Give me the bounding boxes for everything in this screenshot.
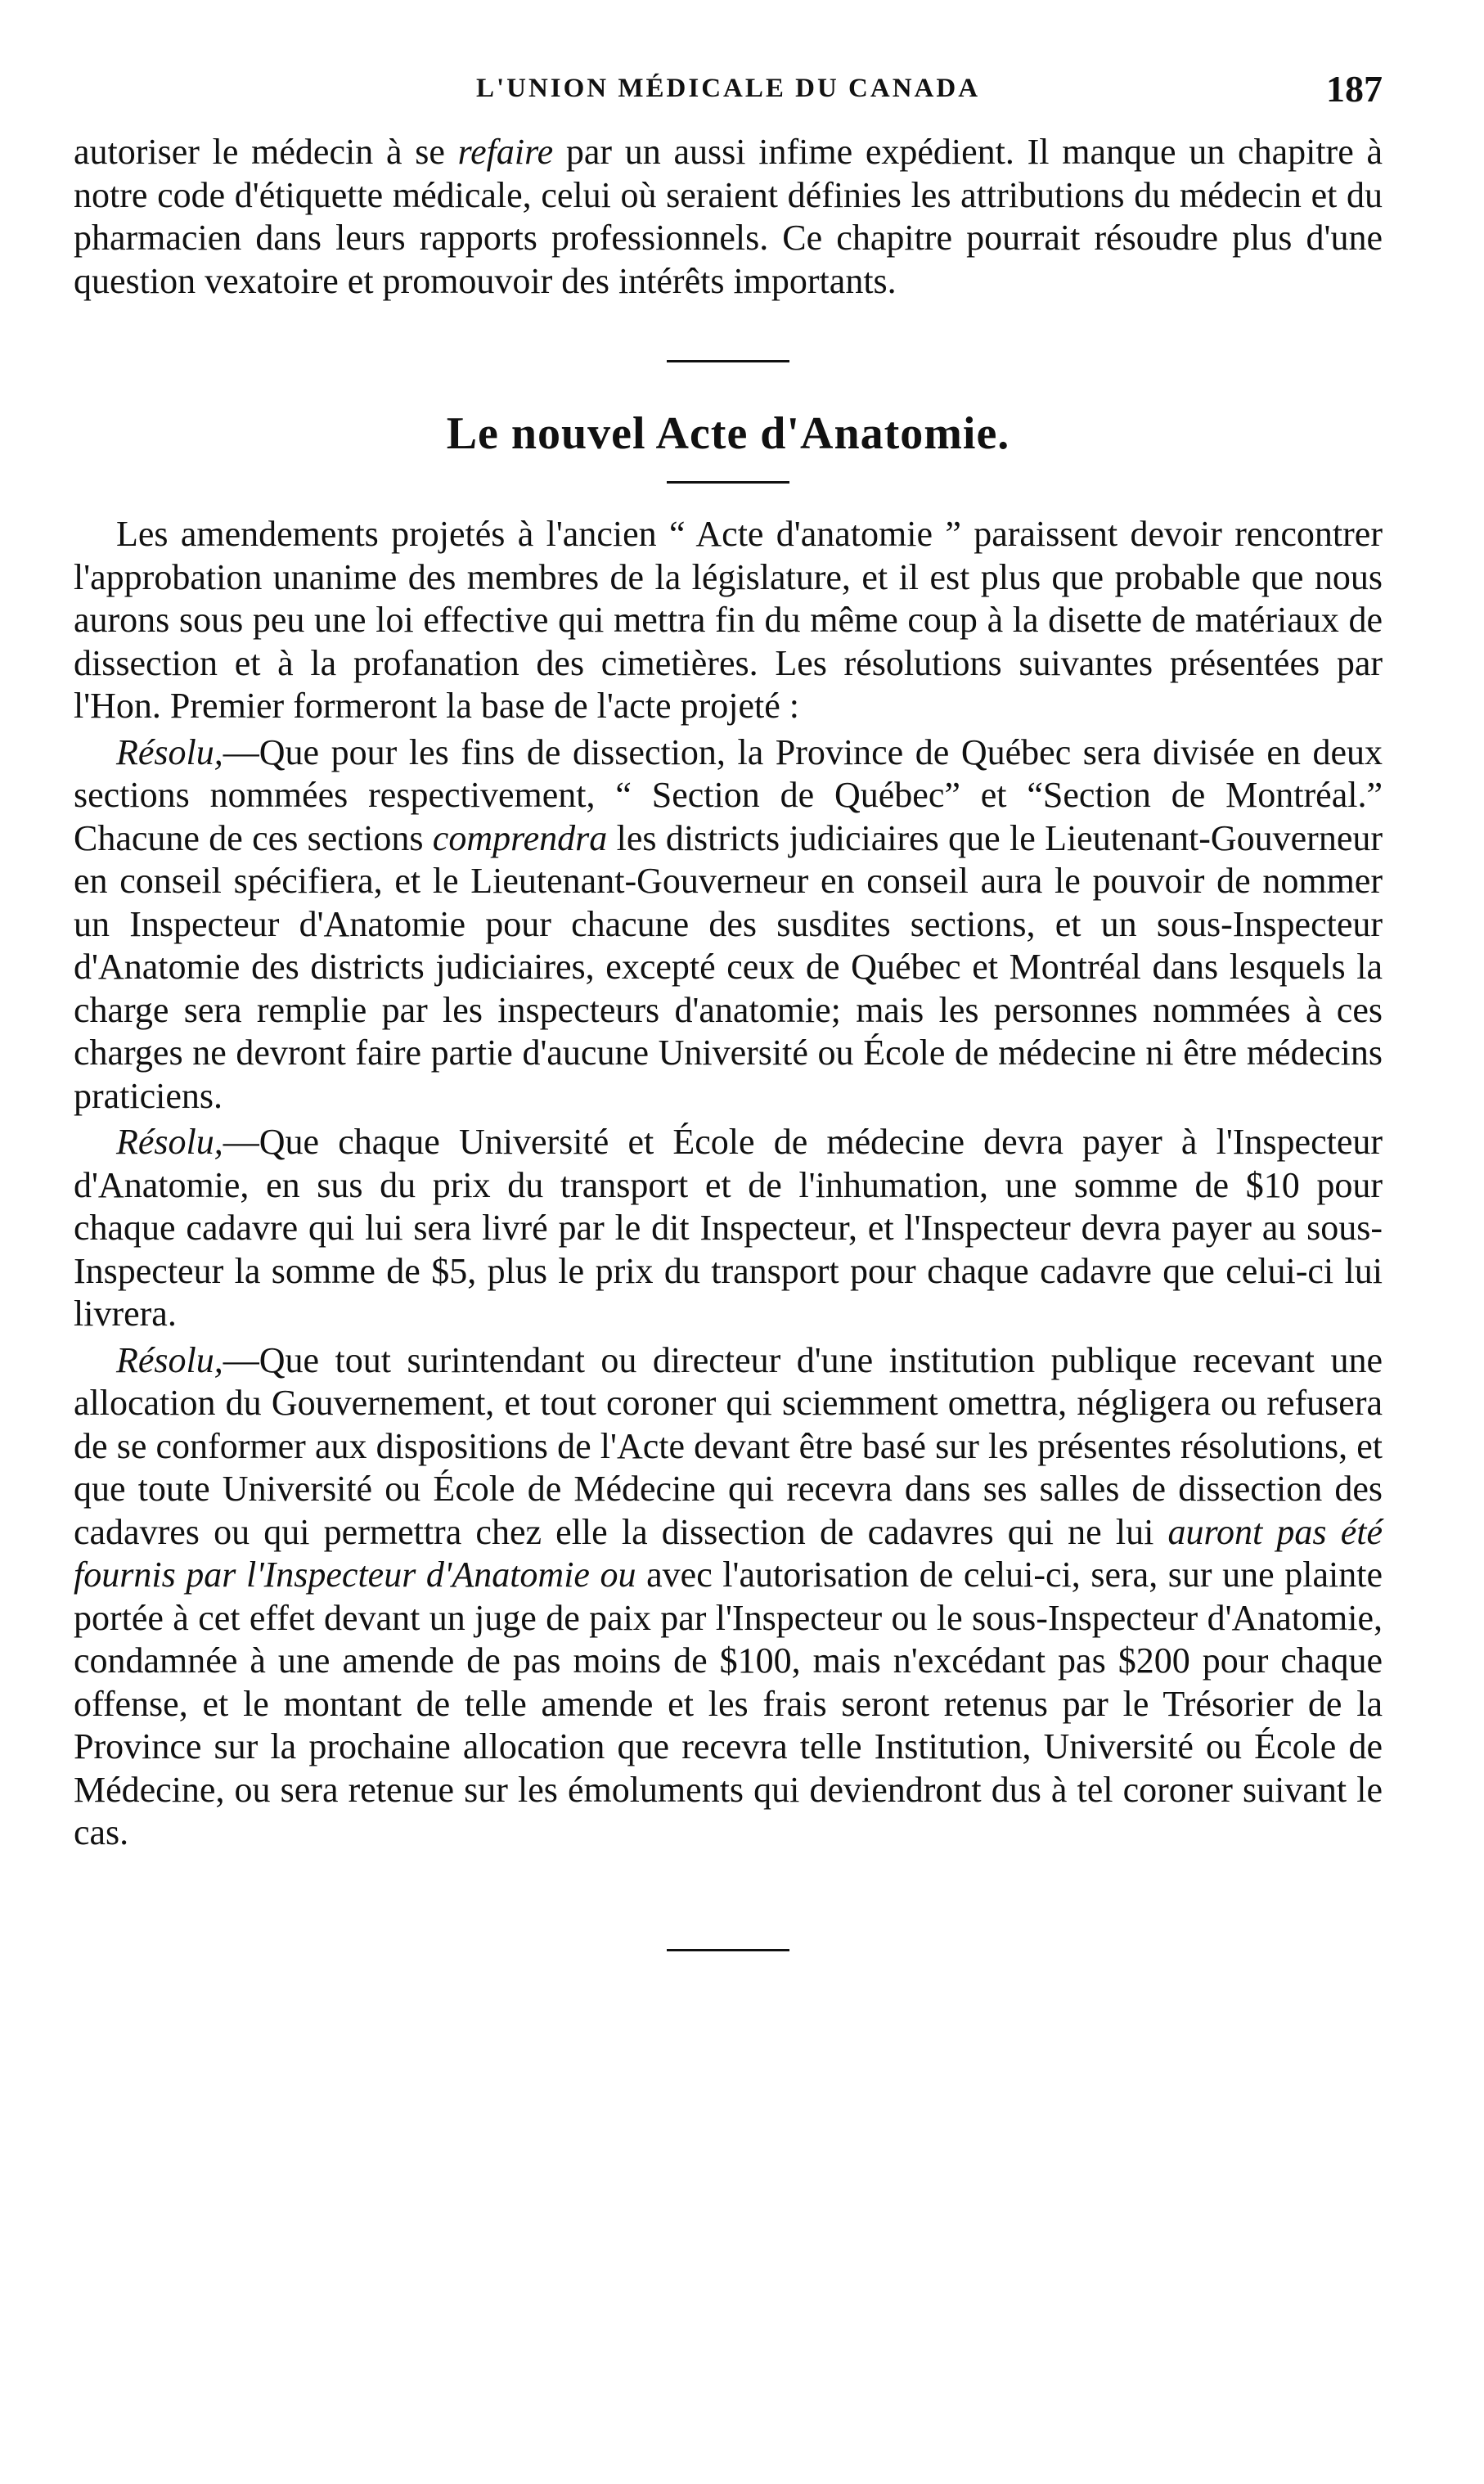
resolution-text: —Que chaque Université et École de médecine devra payer à l'Inspecteur d'Anatomie, en sus du prix du transport et de l'inhumation, une somme de $10 pour chaque cadavre qui lui sera livré par le dit Inspecteur, et l'Inspecteur devra payer au sous-Inspecteur la somme de $5, plus le prix du transport pour chaque cadavre que celui-ci lui livrera. bbox=[74, 1122, 1383, 1334]
document-page bbox=[74, 68, 1383, 2446]
running-header bbox=[74, 68, 1383, 131]
section-divider-top bbox=[667, 360, 789, 362]
resolution-italic: auront pas été fournis par l'Inspecteur d'Anatomie ou bbox=[74, 1511, 1383, 1595]
intro-italic-word: refaire bbox=[457, 132, 554, 172]
intro-text-end: par un aussi infime expédient. Il manque un chapitre à notre code d'étiquette médicale, celui où seraient définies les attributions du médecin et du pharmacien dans leurs rapports professionnels. Ce chapitre pourrait résoudre plus d'une question vexatoire et promouvoir des intérêts importants. bbox=[74, 132, 1383, 301]
running-title: L'UNION MÉDICALE DU CANADA bbox=[475, 74, 981, 103]
resolution-paragraph-1 bbox=[74, 731, 1383, 1118]
resolution-paragraph-3 bbox=[74, 1339, 1383, 1855]
page-number: 187 bbox=[1326, 68, 1383, 110]
intro-paragraph bbox=[74, 131, 1383, 303]
opening-paragraph: Les amendements projetés à l'ancien “ Acte d'anatomie ” paraissent devoir rencontrer l'approbation unanime des membres de la législature, et il est plus que probable que nous aurons sous peu une loi effective qui mettra fin du même coup à la disette de matériaux de dissection et à la profanation des cimetières. Les résolutions suivantes présentées par l'Hon. Premier formeront la base de l'acte projeté : bbox=[74, 514, 1383, 726]
resolution-lead: Résolu, bbox=[116, 731, 223, 772]
resolution-text: —Que tout surintendant ou directeur d'une institution publique recevant une allocation du Gouvernement, et tout coroner qui sciemment omettra, négligera ou refusera de se conformer aux dispositions de l'Acte devant être basé sur les présentes résolutions, et que toute Université ou École de Médecine qui recevra dans ses salles de dissection des cadavres ou qui permettra chez elle la dissection de cadavres qui ne lui bbox=[74, 1339, 1383, 1552]
section-title: Le nouvel Acte d'Anatomie. bbox=[446, 408, 1010, 459]
end-divider bbox=[667, 1949, 789, 1951]
resolution-lead: Résolu, bbox=[116, 1339, 223, 1380]
resolution-italic: comprendra bbox=[432, 817, 608, 858]
section-divider-under-title bbox=[667, 481, 789, 484]
resolution-text-cont: avec l'autorisation de celui-ci, sera, sur une plainte portée à cet effet devant un juge de paix par l'Inspecteur ou le sous-Inspecteur d'Anatomie, condamnée à une amende de pas moins de $100, mais n'excédant pas $200 pour chaque offense, et le montant de telle amende et les frais seront retenus par le Trésorier de la Province sur la prochaine allocation que recevra telle Institution, Université ou École de Médecine, ou sera retenue sur les émoluments qui deviendront dus à tel coroner suivant le cas. bbox=[74, 1555, 1383, 1852]
intro-text-start: autoriser le médecin à se bbox=[74, 132, 458, 172]
resolution-text-cont: les districts judiciaires que le Lieutenant-Gouverneur en conseil spécifiera, et le Lieutenant-Gouverneur en conseil aura le pouvoir de nommer un Inspecteur d'Anatomie pour chacune des susdites sections, et un sous-Inspecteur d'Anatomie des districts judiciaires, excepté ceux de Québec et Montréal dans lesquels la charge sera remplie par les inspecteurs d'anatomie; mais les personnes nommées à ces charges ne devront faire partie d'aucune Université ou École de médecine ni être médecins praticiens. bbox=[74, 817, 1383, 1116]
resolution-paragraph-2 bbox=[74, 1121, 1383, 1336]
resolution-lead: Résolu, bbox=[116, 1122, 223, 1162]
resolution-text: —Que pour les fins de dissection, la Province de Québec sera divisée en deux sections nommées respectivement, “ Section de Québec” et “Section de Montréal.” Chacune de ces sections bbox=[74, 731, 1383, 858]
